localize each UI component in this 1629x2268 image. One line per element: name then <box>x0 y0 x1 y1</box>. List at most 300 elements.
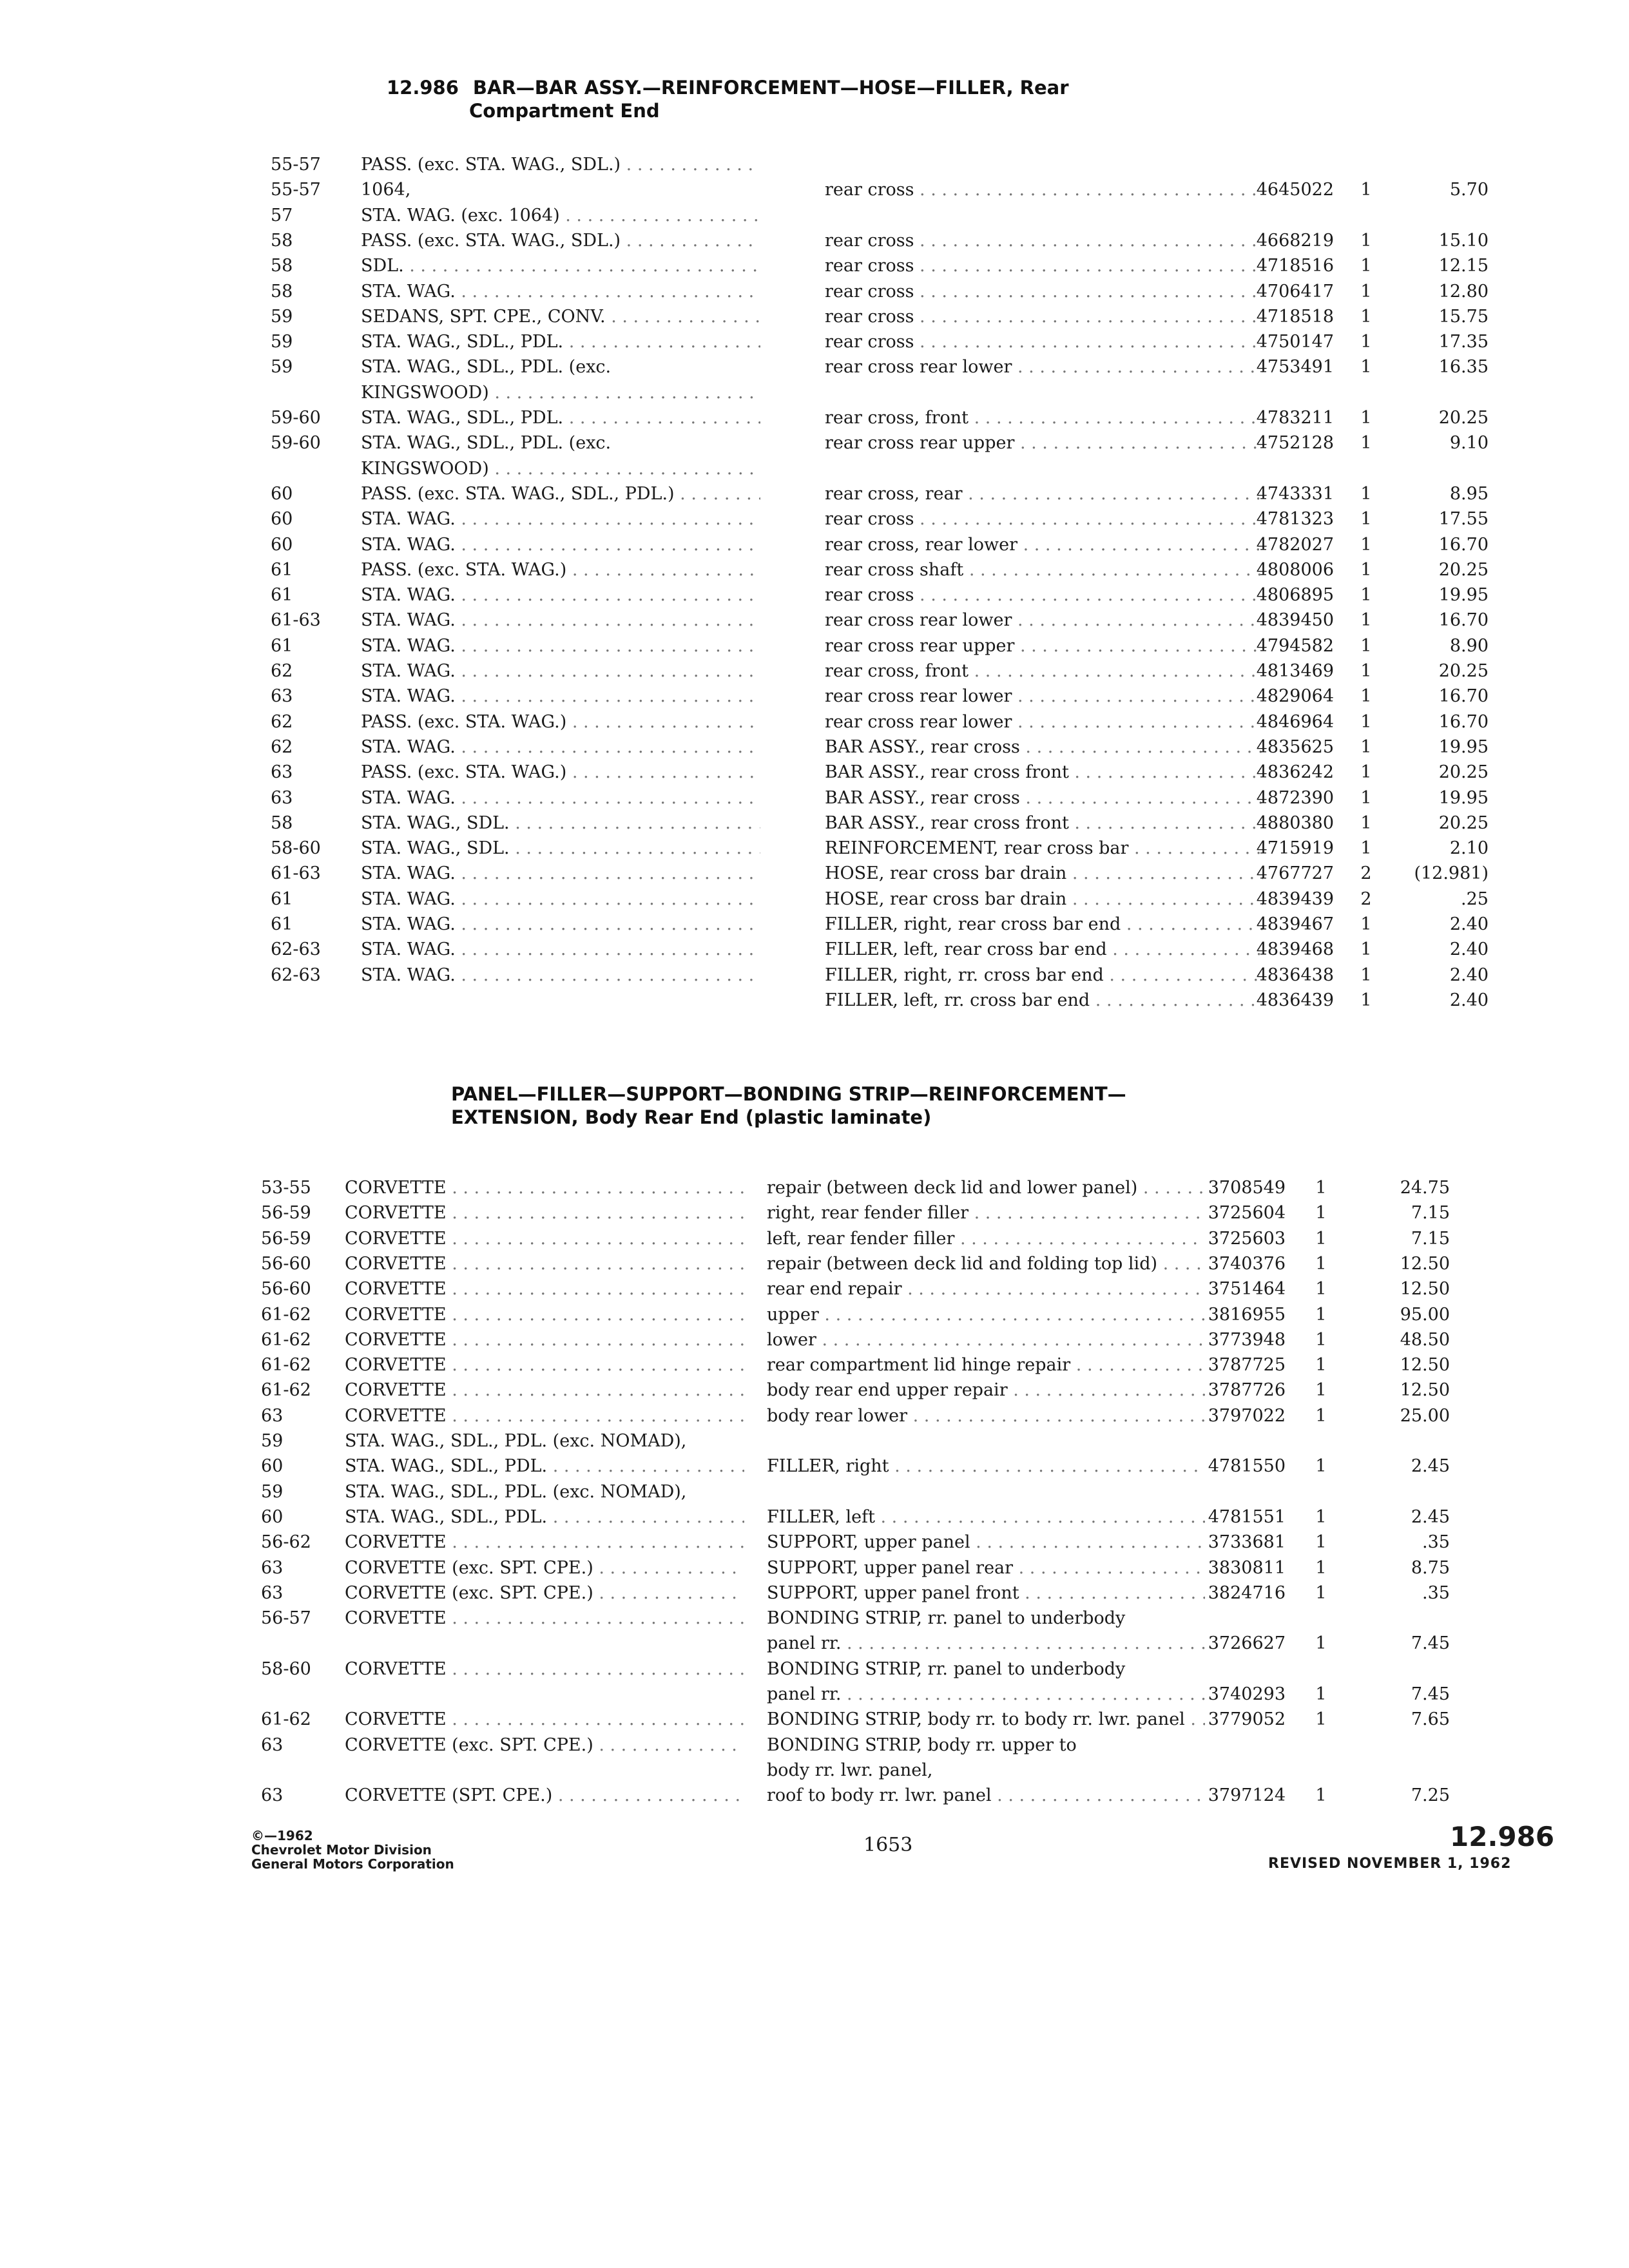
description-cell: REINFORCEMENT, rear cross bar . . . <box>825 838 1263 858</box>
description-cell: SUPPORT, upper panel rear . . . <box>767 1558 1205 1578</box>
price-cell: 7.45 <box>1411 1684 1450 1704</box>
price-cell: 7.25 <box>1411 1785 1450 1806</box>
model-cell: STA. WAG. . . . <box>361 914 760 934</box>
model-cell: SEDANS, SPT. CPE., CONV. . . . <box>361 307 760 327</box>
part-number-cell: 4752128 <box>1256 433 1334 454</box>
price-cell: 16.35 <box>1438 357 1489 378</box>
table-row <box>271 636 1559 659</box>
quantity-cell: 1 <box>1360 787 1372 808</box>
table-row <box>261 1709 1550 1733</box>
model-cell: STA. WAG., SDL. . . . <box>361 813 760 833</box>
table-row <box>271 939 1559 963</box>
description-cell: rear cross . . . <box>825 307 1263 327</box>
year-cell: 56-59 <box>261 1228 311 1249</box>
table-row <box>261 1482 1550 1505</box>
table-row <box>271 863 1559 887</box>
part-number-cell: 4846964 <box>1256 711 1334 732</box>
quantity-cell: 1 <box>1360 230 1372 251</box>
description-cell: BONDING STRIP, body rr. to body rr. lwr. panel . . . <box>767 1709 1205 1729</box>
quantity-cell: 1 <box>1315 1329 1327 1350</box>
year-cell: 53-55 <box>261 1178 311 1198</box>
model-cell: PASS. (exc. STA. WAG.) . . . <box>361 762 760 782</box>
table-row <box>261 1684 1550 1707</box>
table-row <box>271 357 1559 380</box>
table-row <box>261 1735 1550 1758</box>
year-cell: 60 <box>271 509 293 530</box>
price-cell: 2.40 <box>1449 914 1489 934</box>
description-cell: body rear end upper repair . . . <box>767 1380 1205 1400</box>
table-row <box>271 332 1559 355</box>
quantity-cell: 1 <box>1315 1279 1327 1300</box>
year-cell: 58 <box>271 230 293 251</box>
model-cell: CORVETTE . . . <box>345 1305 744 1325</box>
year-cell: 58-60 <box>261 1658 311 1679</box>
description-cell: panel rr. . . . <box>767 1633 1205 1653</box>
model-cell: CORVETTE (exc. SPT. CPE.) . . . <box>345 1735 744 1755</box>
description-cell: rear cross rear lower . . . <box>825 357 1263 377</box>
model-cell: KINGSWOOD) . . . <box>361 383 760 403</box>
part-number-cell: 4781551 <box>1208 1506 1286 1527</box>
quantity-cell: 1 <box>1360 509 1372 530</box>
price-cell: 19.95 <box>1438 787 1489 808</box>
year-cell: 61-63 <box>271 610 321 631</box>
part-number-cell: 4829064 <box>1256 686 1334 707</box>
model-cell: STA. WAG., SDL. . . . <box>361 838 760 858</box>
year-cell: 61-62 <box>261 1709 311 1730</box>
model-cell: STA. WAG. . . . <box>361 686 760 706</box>
year-cell: 62 <box>271 736 293 757</box>
year-cell: 59 <box>271 332 293 352</box>
table-row <box>261 1456 1550 1479</box>
quantity-cell: 1 <box>1360 408 1372 428</box>
part-number-cell: 4782027 <box>1256 534 1334 555</box>
price-cell: .25 <box>1461 889 1489 909</box>
price-cell: 2.40 <box>1449 990 1489 1010</box>
year-cell: 62 <box>271 711 293 732</box>
part-number-cell: 4836242 <box>1256 762 1334 783</box>
part-number-cell: 4794582 <box>1256 635 1334 656</box>
price-cell: 2.45 <box>1411 1456 1450 1477</box>
year-cell: 63 <box>261 1405 284 1426</box>
model-cell: CORVETTE . . . <box>345 1355 744 1375</box>
year-cell: 59 <box>271 357 293 378</box>
table-row <box>271 180 1559 203</box>
year-cell: 63 <box>261 1735 284 1755</box>
description-cell: repair (between deck lid and lower panel) . . . <box>767 1178 1205 1198</box>
table-row <box>271 282 1559 305</box>
year-cell: 61 <box>271 559 293 580</box>
price-cell: 2.40 <box>1449 939 1489 960</box>
quantity-cell: 1 <box>1360 711 1372 732</box>
table-row <box>261 1380 1550 1403</box>
model-cell: STA. WAG., SDL., PDL. (exc. NOMAD), <box>345 1481 687 1502</box>
year-cell: 62-63 <box>271 939 321 960</box>
quantity-cell: 1 <box>1360 635 1372 656</box>
description-cell: FILLER, left, rear cross bar end . . . <box>825 939 1263 959</box>
description-cell: rear cross, front . . . <box>825 408 1263 428</box>
price-cell: 19.95 <box>1438 736 1489 757</box>
model-cell: PASS. (exc. STA. WAG., SDL.) . . . <box>361 155 760 175</box>
price-cell: 12.50 <box>1400 1380 1450 1401</box>
price-cell: 12.50 <box>1400 1355 1450 1376</box>
year-cell: 63 <box>271 787 293 808</box>
model-cell: CORVETTE . . . <box>345 1709 744 1729</box>
model-cell: STA. WAG. . . . <box>361 863 760 883</box>
model-cell: CORVETTE . . . <box>345 1330 744 1350</box>
price-cell: 17.55 <box>1438 509 1489 530</box>
quantity-cell: 1 <box>1360 990 1372 1010</box>
revised-date: REVISED NOVEMBER 1, 1962 <box>1268 1856 1512 1872</box>
price-cell: 25.00 <box>1400 1405 1450 1426</box>
description-cell: rear cross rear upper . . . <box>825 636 1263 656</box>
section1-heading <box>387 76 1069 122</box>
model-cell: CORVETTE . . . <box>345 1659 744 1679</box>
quantity-cell: 1 <box>1315 1684 1327 1704</box>
price-cell: 20.25 <box>1438 812 1489 833</box>
footer-code: 12.986 <box>1450 1821 1555 1852</box>
table-row <box>271 661 1559 684</box>
price-cell: 16.70 <box>1438 610 1489 631</box>
table-row <box>271 433 1559 456</box>
description-cell: rear compartment lid hinge repair . . . <box>767 1355 1205 1375</box>
section1-code: 12.986 <box>387 77 459 99</box>
price-cell: 7.45 <box>1411 1633 1450 1654</box>
description-cell: rear cross . . . <box>825 332 1263 352</box>
part-number-cell: 4668219 <box>1256 230 1334 251</box>
description-cell: left, rear fender filler . . . <box>767 1229 1205 1249</box>
description-cell: FILLER, right, rear cross bar end . . . <box>825 914 1263 934</box>
quantity-cell: 2 <box>1360 863 1372 884</box>
description-cell: FILLER, right, rr. cross bar end . . . <box>825 965 1263 985</box>
table-row <box>271 610 1559 633</box>
table-row <box>261 1229 1550 1252</box>
table-row <box>271 737 1559 760</box>
description-cell: rear cross, front . . . <box>825 661 1263 681</box>
model-cell: CORVETTE . . . <box>345 1178 744 1198</box>
year-cell: 58 <box>271 812 293 833</box>
year-cell: 60 <box>261 1456 284 1477</box>
part-number-cell: 4781550 <box>1208 1456 1286 1477</box>
part-number-cell: 4718518 <box>1256 306 1334 327</box>
model-cell: CORVETTE . . . <box>345 1406 744 1426</box>
model-cell: CORVETTE . . . <box>345 1380 744 1400</box>
price-cell: 20.25 <box>1438 661 1489 681</box>
model-cell: CORVETTE . . . <box>345 1608 744 1628</box>
description-cell: rear cross . . . <box>825 282 1263 302</box>
model-cell: PASS. (exc. STA. WAG.) . . . <box>361 560 760 580</box>
model-cell: CORVETTE . . . <box>345 1229 744 1249</box>
model-cell: PASS. (exc. STA. WAG., SDL.) . . . <box>361 231 760 251</box>
model-cell: STA. WAG. . . . <box>361 509 760 529</box>
part-number-cell: 3787725 <box>1208 1355 1286 1376</box>
price-cell: 12.50 <box>1400 1253 1450 1274</box>
part-number-cell: 3708549 <box>1208 1178 1286 1198</box>
quantity-cell: 1 <box>1360 281 1372 302</box>
model-cell: KINGSWOOD) . . . <box>361 459 760 479</box>
quantity-cell: 1 <box>1315 1228 1327 1249</box>
part-number-cell: 4750147 <box>1256 332 1334 352</box>
part-number-cell: 4706417 <box>1256 281 1334 302</box>
table-row <box>271 383 1559 406</box>
model-cell: STA. WAG. . . . <box>361 737 760 757</box>
model-cell: STA. WAG. . . . <box>361 889 760 909</box>
part-number-cell: 3787726 <box>1208 1380 1286 1401</box>
table-row <box>271 712 1559 735</box>
table-row <box>261 1279 1550 1302</box>
table-row <box>261 1608 1550 1631</box>
year-cell: 60 <box>271 483 293 504</box>
price-cell: 12.50 <box>1400 1279 1450 1300</box>
model-cell: STA. WAG. . . . <box>361 965 760 985</box>
table-row <box>261 1659 1550 1682</box>
year-cell: 62-63 <box>271 965 321 985</box>
quantity-cell: 1 <box>1360 483 1372 504</box>
quantity-cell: 1 <box>1360 939 1372 960</box>
price-cell: 8.90 <box>1449 635 1489 656</box>
description-cell: FILLER, left, rr. cross bar end . . . <box>825 990 1263 1010</box>
model-cell: CORVETTE . . . <box>345 1279 744 1299</box>
part-number-cell: 3830811 <box>1208 1557 1286 1578</box>
description-cell: rear cross rear lower . . . <box>825 712 1263 732</box>
quantity-cell: 1 <box>1315 1178 1327 1198</box>
model-cell: SDL. . . . <box>361 256 760 276</box>
quantity-cell: 1 <box>1315 1203 1327 1224</box>
price-cell: 15.10 <box>1438 230 1489 251</box>
price-cell: 16.70 <box>1438 686 1489 707</box>
description-cell: upper . . . <box>767 1305 1205 1325</box>
year-cell: 61 <box>271 914 293 934</box>
table-row <box>271 788 1559 811</box>
model-cell: CORVETTE . . . <box>345 1532 744 1552</box>
model-cell: STA. WAG., SDL., PDL. (exc. <box>361 433 612 454</box>
model-cell: STA. WAG. . . . <box>361 535 760 555</box>
description-cell: rear cross rear lower . . . <box>825 610 1263 630</box>
section2-title-line2: EXTENSION, Body Rear End (plastic laminate) <box>451 1106 932 1128</box>
price-cell: 7.65 <box>1411 1709 1450 1730</box>
part-number-cell: 3725604 <box>1208 1203 1286 1224</box>
year-cell: 62 <box>271 661 293 681</box>
part-number-cell: 4753491 <box>1256 357 1334 378</box>
part-number-cell: 4743331 <box>1256 483 1334 504</box>
description-cell: repair (between deck lid and folding top lid) . . . <box>767 1254 1205 1274</box>
quantity-cell: 1 <box>1315 1633 1327 1654</box>
part-number-cell: 4808006 <box>1256 559 1334 580</box>
table-row <box>271 560 1559 583</box>
price-cell: 17.35 <box>1438 332 1489 352</box>
year-cell: 63 <box>271 686 293 707</box>
table-row <box>271 990 1559 1014</box>
table-row <box>271 813 1559 836</box>
model-cell: CORVETTE (SPT. CPE.) . . . <box>345 1785 744 1805</box>
description-cell: BONDING STRIP, body rr. upper to <box>767 1735 1077 1755</box>
part-number-cell: 3733681 <box>1208 1532 1286 1553</box>
model-cell: STA. WAG. . . . <box>361 282 760 302</box>
part-number-cell: 4839450 <box>1256 610 1334 631</box>
model-cell: CORVETTE . . . <box>345 1254 744 1274</box>
year-cell: 56-62 <box>261 1532 311 1553</box>
price-cell: 95.00 <box>1400 1304 1450 1325</box>
year-cell: 59-60 <box>271 408 321 428</box>
section2-title: PANEL—FILLER—SUPPORT—BONDING STRIP—REINFORCEMENT— <box>451 1083 1126 1105</box>
year-cell: 59 <box>261 1431 284 1451</box>
description-cell: right, rear fender filler . . . <box>767 1203 1205 1223</box>
part-number-cell: 4839439 <box>1256 889 1334 909</box>
table-row <box>261 1507 1550 1530</box>
price-cell: 2.40 <box>1449 965 1489 985</box>
year-cell: 55-57 <box>271 180 321 200</box>
price-cell: 7.15 <box>1411 1228 1450 1249</box>
quantity-cell: 1 <box>1315 1532 1327 1553</box>
part-number-cell: 4835625 <box>1256 736 1334 757</box>
description-cell: rear cross . . . <box>825 585 1263 605</box>
table-row <box>271 459 1559 482</box>
part-number-cell: 3740376 <box>1208 1253 1286 1274</box>
year-cell: 61 <box>271 889 293 909</box>
part-number-cell: 3779052 <box>1208 1709 1286 1730</box>
model-cell: STA. WAG. . . . <box>361 585 760 605</box>
part-number-cell: 4806895 <box>1256 585 1334 606</box>
year-cell: 61 <box>271 635 293 656</box>
year-cell: 59-60 <box>271 433 321 454</box>
description-cell: BONDING STRIP, rr. panel to underbody <box>767 1658 1126 1679</box>
section1-title-line2: Compartment End <box>469 100 660 122</box>
table-row <box>271 585 1559 608</box>
part-number-cell: 4880380 <box>1256 812 1334 833</box>
table-row <box>271 155 1559 178</box>
part-number-cell: 3816955 <box>1208 1304 1286 1325</box>
quantity-cell: 1 <box>1315 1582 1327 1603</box>
table-row <box>261 1633 1550 1657</box>
part-number-cell: 4718516 <box>1256 256 1334 276</box>
quantity-cell: 1 <box>1360 812 1372 833</box>
quantity-cell: 1 <box>1315 1557 1327 1578</box>
description-cell: rear cross, rear lower . . . <box>825 535 1263 555</box>
description-cell: rear cross, rear . . . <box>825 484 1263 504</box>
model-cell: STA. WAG. . . . <box>361 610 760 630</box>
model-cell: STA. WAG., SDL., PDL. (exc. NOMAD), <box>345 1431 687 1451</box>
price-cell: .35 <box>1422 1582 1450 1603</box>
price-cell: 12.15 <box>1438 256 1489 276</box>
description-cell: rear cross . . . <box>825 180 1263 200</box>
price-cell: 2.10 <box>1449 838 1489 859</box>
description-cell: rear cross . . . <box>825 231 1263 251</box>
description-cell: rear cross . . . <box>825 256 1263 276</box>
part-number-cell: 4872390 <box>1256 787 1334 808</box>
table-row <box>261 1785 1550 1809</box>
table-row <box>261 1355 1550 1378</box>
table-row <box>261 1330 1550 1353</box>
division: Chevrolet Motor Division <box>251 1842 432 1858</box>
model-cell: CORVETTE (exc. SPT. CPE.) . . . <box>345 1558 744 1578</box>
model-cell: STA. WAG. . . . <box>361 788 760 808</box>
quantity-cell: 1 <box>1360 686 1372 707</box>
quantity-cell: 1 <box>1360 256 1372 276</box>
table-row <box>261 1558 1550 1581</box>
table-row <box>271 206 1559 229</box>
part-number-cell: 3824716 <box>1208 1582 1286 1603</box>
part-number-cell: 3726627 <box>1208 1633 1286 1654</box>
quantity-cell: 1 <box>1315 1304 1327 1325</box>
description-cell: rear cross . . . <box>825 509 1263 529</box>
table-row <box>271 686 1559 709</box>
quantity-cell: 1 <box>1360 965 1372 985</box>
copyright: ©—1962 <box>251 1828 313 1843</box>
table-row <box>271 838 1559 861</box>
year-cell: 56-60 <box>261 1253 311 1274</box>
description-cell: SUPPORT, upper panel . . . <box>767 1532 1205 1552</box>
table-row <box>271 965 1559 988</box>
price-cell: .35 <box>1422 1532 1450 1553</box>
year-cell: 61 <box>271 585 293 606</box>
price-cell: 20.25 <box>1438 762 1489 783</box>
part-number-cell: 4767727 <box>1256 863 1334 884</box>
description-cell: BONDING STRIP, rr. panel to underbody <box>767 1608 1126 1629</box>
model-cell: STA. WAG. (exc. 1064) . . . <box>361 206 760 226</box>
year-cell: 61-62 <box>261 1380 311 1401</box>
quantity-cell: 1 <box>1315 1405 1327 1426</box>
table-row <box>261 1406 1550 1429</box>
price-cell: 15.75 <box>1438 306 1489 327</box>
part-number-cell: 4813469 <box>1256 661 1334 681</box>
quantity-cell: 1 <box>1360 332 1372 352</box>
table-row <box>261 1532 1550 1555</box>
part-number-cell: 4781323 <box>1256 509 1334 530</box>
description-cell: BAR ASSY., rear cross front . . . <box>825 762 1263 782</box>
year-cell: 57 <box>271 205 293 226</box>
price-cell: 7.15 <box>1411 1203 1450 1224</box>
year-cell: 63 <box>271 762 293 783</box>
model-cell: STA. WAG., SDL., PDL. . . . <box>361 332 760 352</box>
table-row <box>271 509 1559 532</box>
description-cell: HOSE, rear cross bar drain . . . <box>825 889 1263 909</box>
quantity-cell: 1 <box>1360 559 1372 580</box>
table-row <box>271 231 1559 254</box>
table-row <box>271 762 1559 785</box>
price-cell: 8.75 <box>1411 1557 1450 1578</box>
table-row <box>261 1203 1550 1226</box>
part-number-cell: 4783211 <box>1256 408 1334 428</box>
quantity-cell: 1 <box>1360 762 1372 783</box>
description-cell: body rear lower . . . <box>767 1406 1205 1426</box>
quantity-cell: 1 <box>1360 736 1372 757</box>
part-number-cell: 3773948 <box>1208 1329 1286 1350</box>
page-number: 1653 <box>863 1834 913 1856</box>
price-cell: 24.75 <box>1400 1178 1450 1198</box>
part-number-cell: 3751464 <box>1208 1279 1286 1300</box>
year-cell: 60 <box>271 534 293 555</box>
publisher-block <box>251 1829 454 1871</box>
price-cell: 20.25 <box>1438 408 1489 428</box>
price-cell: 5.70 <box>1449 180 1489 200</box>
year-cell: 58 <box>271 281 293 302</box>
table-row <box>261 1254 1550 1277</box>
description-cell: BAR ASSY., rear cross . . . <box>825 788 1263 808</box>
quantity-cell: 1 <box>1315 1456 1327 1477</box>
year-cell: 63 <box>261 1785 284 1806</box>
model-cell: STA. WAG., SDL., PDL. . . . <box>345 1456 744 1476</box>
model-cell: STA. WAG. . . . <box>361 661 760 681</box>
table-row <box>261 1431 1550 1454</box>
description-cell: lower . . . <box>767 1330 1205 1350</box>
part-number-cell: 3797124 <box>1208 1785 1286 1806</box>
quantity-cell: 1 <box>1315 1709 1327 1730</box>
quantity-cell: 1 <box>1315 1253 1327 1274</box>
price-cell: 9.10 <box>1449 433 1489 454</box>
year-cell: 58-60 <box>271 838 321 859</box>
model-cell: PASS. (exc. STA. WAG.) . . . <box>361 712 760 732</box>
year-cell: 56-60 <box>261 1279 311 1300</box>
model-cell: STA. WAG., SDL., PDL. . . . <box>361 408 760 428</box>
